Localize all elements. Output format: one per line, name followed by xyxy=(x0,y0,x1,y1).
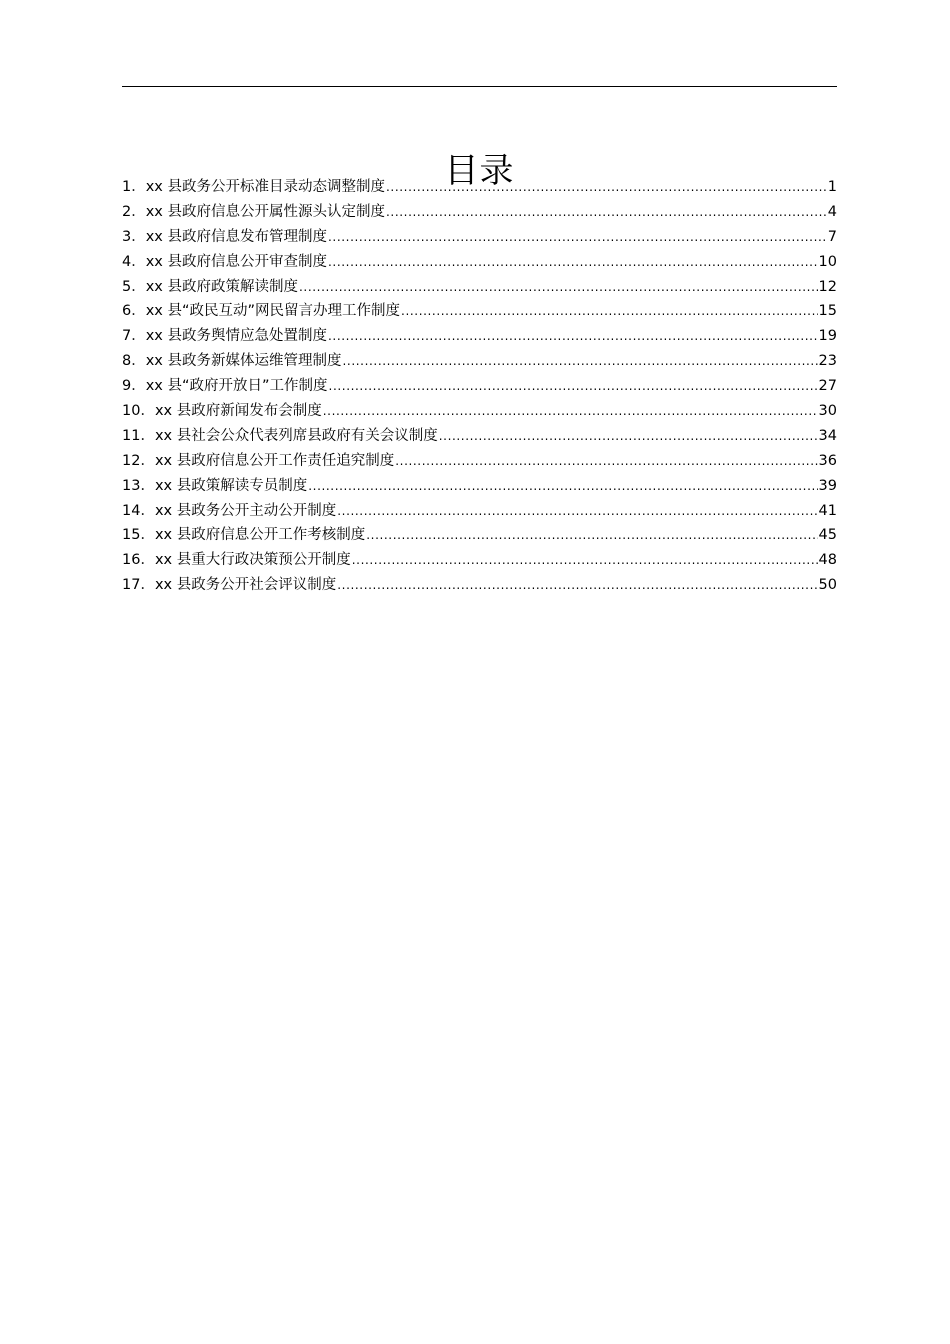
toc-page-number: 50 xyxy=(818,577,837,594)
toc-page-number: 45 xyxy=(818,527,837,544)
toc-entry-title: 9．xx 县“政府开放日”工作制度 xyxy=(122,378,328,395)
toc-entry-title: 17．xx 县政务公开社会评议制度 xyxy=(122,577,337,594)
toc-entry-title: 2．xx 县政府信息公开属性源头认定制度 xyxy=(122,203,385,220)
toc-page-number: 39 xyxy=(818,477,837,494)
toc-entry-title: 5．xx 县政府政策解读制度 xyxy=(122,278,298,295)
toc-dot-leader xyxy=(386,175,827,200)
toc-page-number: 36 xyxy=(818,452,837,469)
toc-entry[interactable] xyxy=(122,424,837,449)
toc-entry-title: 4．xx 县政府信息公开审查制度 xyxy=(122,253,327,270)
toc-entry-title: 7．xx 县政务舆情应急处置制度 xyxy=(122,328,327,345)
toc-entry[interactable] xyxy=(122,275,837,300)
toc-page-number: 41 xyxy=(818,502,837,519)
toc-page-number: 7 xyxy=(827,228,837,245)
toc-dot-leader xyxy=(352,548,818,573)
toc-dot-leader xyxy=(328,225,827,250)
toc-dot-leader xyxy=(337,573,817,598)
toc-page-number: 12 xyxy=(818,278,837,295)
toc-entry-title: 13．xx 县政策解读专员制度 xyxy=(122,477,308,494)
toc-entry[interactable] xyxy=(122,548,837,573)
toc-page-number: 15 xyxy=(818,303,837,320)
toc-entry-title: 6．xx 县“政民互动”网民留言办理工作制度 xyxy=(122,303,401,320)
toc-entry-title: 3．xx 县政府信息发布管理制度 xyxy=(122,228,327,245)
toc-entry[interactable] xyxy=(122,449,837,474)
table-of-contents xyxy=(122,175,837,598)
toc-entry[interactable] xyxy=(122,250,837,275)
toc-dot-leader xyxy=(323,399,818,424)
toc-page-number: 30 xyxy=(818,403,837,420)
toc-dot-leader xyxy=(299,275,818,300)
toc-entry[interactable] xyxy=(122,399,837,424)
toc-entry[interactable] xyxy=(122,324,837,349)
toc-dot-leader xyxy=(308,474,817,499)
toc-entry-title: 11．xx 县社会公众代表列席县政府有关会议制度 xyxy=(122,427,438,444)
toc-entry[interactable] xyxy=(122,523,837,548)
toc-entry-title: 16．xx 县重大行政决策预公开制度 xyxy=(122,552,351,569)
toc-entry[interactable] xyxy=(122,499,837,524)
toc-dot-leader xyxy=(343,349,818,374)
toc-entry[interactable] xyxy=(122,474,837,499)
toc-page-number: 19 xyxy=(818,328,837,345)
toc-dot-leader xyxy=(439,424,818,449)
toc-entry-title: 14．xx 县政务公开主动公开制度 xyxy=(122,502,337,519)
toc-page-number: 34 xyxy=(818,427,837,444)
toc-dot-leader xyxy=(366,523,817,548)
toc-entry-title: 12．xx 县政府信息公开工作责任追究制度 xyxy=(122,452,395,469)
toc-entry[interactable] xyxy=(122,225,837,250)
toc-title: 目录 xyxy=(444,150,515,191)
toc-entry-title: 1．xx 县政务公开标准目录动态调整制度 xyxy=(122,179,385,195)
toc-dot-leader xyxy=(386,200,827,225)
toc-page-number: 10 xyxy=(818,253,837,270)
toc-page-number: 27 xyxy=(818,378,837,395)
toc-page-number: 4 xyxy=(827,203,837,220)
toc-dot-leader xyxy=(401,299,818,324)
toc-entry-title: 10．xx 县政府新闻发布会制度 xyxy=(122,403,322,420)
toc-dot-leader xyxy=(329,374,818,399)
toc-entry[interactable] xyxy=(122,175,837,200)
toc-page-number: 1 xyxy=(827,179,837,195)
toc-page-number: 48 xyxy=(818,552,837,569)
toc-entry-title: 15．xx 县政府信息公开工作考核制度 xyxy=(122,527,366,544)
header-rule xyxy=(122,86,837,87)
toc-entry[interactable] xyxy=(122,374,837,399)
toc-dot-leader xyxy=(337,499,817,524)
toc-entry[interactable] xyxy=(122,299,837,324)
toc-page-number: 23 xyxy=(818,353,837,370)
toc-entry[interactable] xyxy=(122,200,837,225)
toc-entry-title: 8．xx 县政务新媒体运维管理制度 xyxy=(122,353,342,370)
toc-dot-leader xyxy=(328,250,818,275)
toc-entry[interactable] xyxy=(122,573,837,598)
toc-dot-leader xyxy=(328,324,818,349)
toc-entry[interactable] xyxy=(122,349,837,374)
toc-dot-leader xyxy=(395,449,817,474)
